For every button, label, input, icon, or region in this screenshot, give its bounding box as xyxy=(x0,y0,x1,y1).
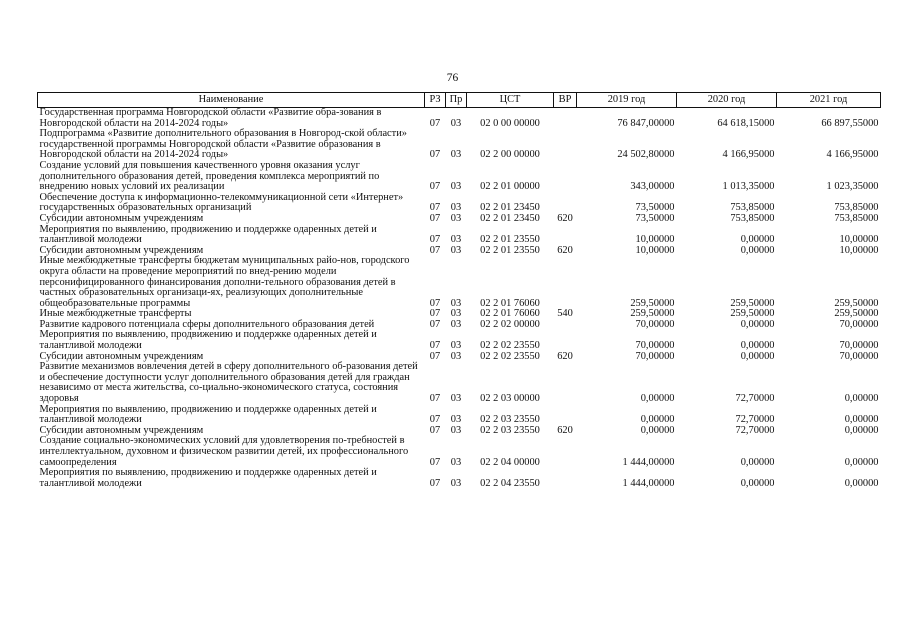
row-2021: 70,00000 xyxy=(839,318,879,330)
budget-table xyxy=(37,92,881,489)
row-vr xyxy=(554,468,577,489)
row-2021: 10,00000 xyxy=(839,234,879,246)
row-2020: 64 618,15000 xyxy=(717,117,775,129)
row-pr: 03 xyxy=(450,393,462,405)
row-2019: 10,00000 xyxy=(635,244,675,256)
row-vr xyxy=(554,320,577,331)
row-pr: 03 xyxy=(450,318,462,330)
row-2019: 343,00000 xyxy=(630,181,675,193)
row-2020: 0,00000 xyxy=(740,318,775,330)
row-2019: 70,00000 xyxy=(635,340,675,352)
row-vr xyxy=(554,362,577,404)
row-2020: 72,70000 xyxy=(735,424,775,436)
row-rz: 07 xyxy=(429,308,441,320)
row-pr: 03 xyxy=(450,117,462,129)
row-cst: 02 2 03 23550 xyxy=(480,414,540,426)
page-number: 76 xyxy=(446,72,459,84)
row-cst: 02 2 03 00000 xyxy=(480,393,540,405)
row-vr xyxy=(554,330,577,351)
row-rz: 07 xyxy=(429,414,441,426)
row-2020: 753,85000 xyxy=(730,202,775,214)
row-name: Обеспечение доступа к информационно-телекоммуникационной сети «Интернет» государственных образовательных организаций xyxy=(39,191,404,214)
row-name: Развитие механизмов вовлечения детей в сферу дополнительного об-разования детей и обеспечение доступности услуг дополнительного образования детей для граждан независимо от места жительства, со-циально-экономического статуса, состояния здоровья xyxy=(39,361,418,405)
row-name: Субсидии автономным учреждениям xyxy=(39,424,204,436)
row-vr xyxy=(554,225,577,246)
row-name: Государственная программа Новгородской области «Развитие обра-зования в Новгородской области на 2014-2024 годы» xyxy=(39,107,382,129)
row-cst: 02 2 02 00000 xyxy=(480,318,540,330)
row-cst: 02 2 00 00000 xyxy=(480,149,540,161)
row-rz: 07 xyxy=(429,318,441,330)
row-rz: 07 xyxy=(429,117,441,129)
header-2019: 2019 год xyxy=(577,93,677,108)
row-2019: 73,50000 xyxy=(635,212,675,224)
row-2020: 753,85000 xyxy=(730,212,775,224)
row-2019: 0,00000 xyxy=(640,414,675,426)
row-name: Субсидии автономным учреждениям xyxy=(39,212,204,224)
row-pr: 03 xyxy=(450,212,462,224)
row-rz: 07 xyxy=(429,456,441,468)
row-2019: 1 444,00000 xyxy=(622,456,675,468)
row-name: Развитие кадрового потенциала сферы дополнительного образования детей xyxy=(39,318,375,330)
row-cst: 02 2 01 00000 xyxy=(480,181,540,193)
row-cst: 02 2 01 23550 xyxy=(480,244,540,256)
row-rz: 07 xyxy=(429,340,441,352)
table-row xyxy=(38,108,881,130)
row-rz: 07 xyxy=(429,477,441,489)
row-2021: 753,85000 xyxy=(834,202,879,214)
row-pr: 03 xyxy=(450,308,462,320)
row-cst: 02 2 04 23550 xyxy=(480,477,540,489)
row-2019: 1 444,00000 xyxy=(622,477,675,489)
row-name: Мероприятия по выявлению, продвижению и поддержке одаренных детей и талантливой молодежи xyxy=(39,467,377,489)
row-2019: 24 502,80000 xyxy=(617,149,675,161)
row-cst: 02 2 04 00000 xyxy=(480,456,540,468)
row-rz: 07 xyxy=(429,393,441,405)
row-2019: 70,00000 xyxy=(635,318,675,330)
table-row xyxy=(38,468,881,489)
row-rz: 07 xyxy=(429,424,441,436)
row-2021: 0,00000 xyxy=(844,477,879,489)
row-vr xyxy=(554,108,577,130)
row-rz: 07 xyxy=(429,181,441,193)
table-row xyxy=(38,405,881,426)
row-cst: 02 2 01 76060 xyxy=(480,308,540,320)
row-2019: 10,00000 xyxy=(635,234,675,246)
row-2020: 1 013,35000 xyxy=(722,181,775,193)
table-row xyxy=(38,161,881,193)
row-2021: 66 897,55000 xyxy=(821,117,879,129)
row-vr: 620 xyxy=(557,212,573,224)
row-vr xyxy=(554,436,577,468)
row-pr: 03 xyxy=(450,234,462,246)
row-2021: 1 023,35000 xyxy=(826,181,879,193)
row-2019: 0,00000 xyxy=(640,424,675,436)
row-pr: 03 xyxy=(450,202,462,214)
row-2019: 76 847,00000 xyxy=(617,117,675,129)
row-cst: 02 2 02 23550 xyxy=(480,350,540,362)
header-name: Наименование xyxy=(38,93,425,108)
row-vr xyxy=(554,161,577,193)
row-2020: 0,00000 xyxy=(740,477,775,489)
table-row xyxy=(38,193,881,214)
row-2021: 70,00000 xyxy=(839,350,879,362)
row-2019: 259,50000 xyxy=(630,308,675,320)
row-2020: 0,00000 xyxy=(740,340,775,352)
row-rz: 07 xyxy=(429,297,441,309)
row-2021: 0,00000 xyxy=(844,456,879,468)
row-rz: 07 xyxy=(429,350,441,362)
row-cst: 02 0 00 00000 xyxy=(480,117,540,129)
row-2020: 4 166,95000 xyxy=(722,149,775,161)
row-vr: 620 xyxy=(557,244,573,256)
row-cst: 02 2 01 76060 xyxy=(480,297,540,309)
row-pr: 03 xyxy=(450,181,462,193)
table-header-row xyxy=(38,93,881,108)
header-cst: ЦСТ xyxy=(467,93,554,108)
row-rz: 07 xyxy=(429,149,441,161)
header-2020: 2020 год xyxy=(677,93,777,108)
table-row xyxy=(38,330,881,351)
row-vr: 620 xyxy=(557,350,573,362)
row-vr: 540 xyxy=(557,308,573,320)
table-row xyxy=(38,362,881,404)
header-2021: 2021 год xyxy=(777,93,881,108)
row-vr xyxy=(554,405,577,426)
row-2021: 259,50000 xyxy=(834,297,879,309)
row-cst: 02 2 01 23550 xyxy=(480,234,540,246)
row-name: Иные межбюджетные трансферты бюджетам муниципальных райо-нов, городского округа области на проведение мероприятий по внед-рению модели персонифицированного финансирования дополни-тельного образования детей в частных образовательных организаци-ях, реализующих дополнительные общеобразовательные программы xyxy=(39,255,410,309)
table-row xyxy=(38,256,881,309)
row-2019: 0,00000 xyxy=(640,393,675,405)
row-vr xyxy=(554,129,577,161)
table-row xyxy=(38,129,881,161)
row-2021: 0,00000 xyxy=(844,393,879,405)
header-pr: Пр xyxy=(446,93,467,108)
row-rz: 07 xyxy=(429,234,441,246)
row-2020: 72,70000 xyxy=(735,393,775,405)
row-cst: 02 2 01 23450 xyxy=(480,212,540,224)
row-cst: 02 2 02 23550 xyxy=(480,340,540,352)
row-name: Мероприятия по выявлению, продвижению и поддержке одаренных детей и талантливой молодежи xyxy=(39,329,377,352)
row-name: Субсидии автономным учреждениям xyxy=(39,350,204,362)
row-2019: 70,00000 xyxy=(635,350,675,362)
row-pr: 03 xyxy=(450,350,462,362)
row-name: Создание условий для повышения качественного уровня оказания услуг дополнительного образования детей, проведения комплекса мероприятий по внедрению новых условий их реализации xyxy=(39,159,380,193)
row-2020: 72,70000 xyxy=(735,414,775,426)
row-rz: 07 xyxy=(429,212,441,224)
row-2020: 0,00000 xyxy=(740,244,775,256)
row-pr: 03 xyxy=(450,456,462,468)
row-2020: 0,00000 xyxy=(740,350,775,362)
row-2021: 4 166,95000 xyxy=(826,149,879,161)
row-pr: 03 xyxy=(450,477,462,489)
row-rz: 07 xyxy=(429,202,441,214)
row-2021: 70,00000 xyxy=(839,340,879,352)
row-2021: 259,50000 xyxy=(834,308,879,320)
row-pr: 03 xyxy=(450,414,462,426)
table-row xyxy=(38,214,881,225)
row-2021: 753,85000 xyxy=(834,212,879,224)
row-rz: 07 xyxy=(429,244,441,256)
row-pr: 03 xyxy=(450,297,462,309)
row-2019: 259,50000 xyxy=(630,297,675,309)
row-cst: 02 2 03 23550 xyxy=(480,424,540,436)
header-rz: РЗ xyxy=(425,93,446,108)
row-cst: 02 2 01 23450 xyxy=(480,202,540,214)
row-name: Создание социально-экономических условий для удовлетворения по-требностей в интеллектуальном, духовном и физическом развитии детей, их профессионального самоопределения xyxy=(39,435,409,468)
row-name: Иные межбюджетные трансферты xyxy=(39,308,192,320)
row-name: Мероприятия по выявлению, продвижению и поддержке одаренных детей и талантливой молодежи xyxy=(39,403,377,426)
row-vr: 620 xyxy=(557,424,573,436)
row-name: Субсидии автономным учреждениям xyxy=(39,244,204,256)
row-2020: 259,50000 xyxy=(730,297,775,309)
row-name: Подпрограмма «Развитие дополнительного образования в Новгород-ской области» государственной программы Новгородской области «Развитие образования в Новгородской области на 2014-2024 годы» xyxy=(39,128,407,161)
header-vr: ВР xyxy=(554,93,577,108)
row-2020: 0,00000 xyxy=(740,234,775,246)
row-pr: 03 xyxy=(450,340,462,352)
row-vr xyxy=(554,256,577,309)
table-row xyxy=(38,436,881,468)
row-2021: 10,00000 xyxy=(839,244,879,256)
table-row xyxy=(38,225,881,246)
row-2020: 0,00000 xyxy=(740,456,775,468)
row-pr: 03 xyxy=(450,424,462,436)
row-pr: 03 xyxy=(450,244,462,256)
row-2021: 0,00000 xyxy=(844,424,879,436)
row-pr: 03 xyxy=(450,149,462,161)
row-name: Мероприятия по выявлению, продвижению и поддержке одаренных детей и талантливой молодежи xyxy=(39,223,377,246)
row-vr xyxy=(554,193,577,214)
row-2019: 73,50000 xyxy=(635,202,675,214)
row-2020: 259,50000 xyxy=(730,308,775,320)
row-2021: 0,00000 xyxy=(844,414,879,426)
